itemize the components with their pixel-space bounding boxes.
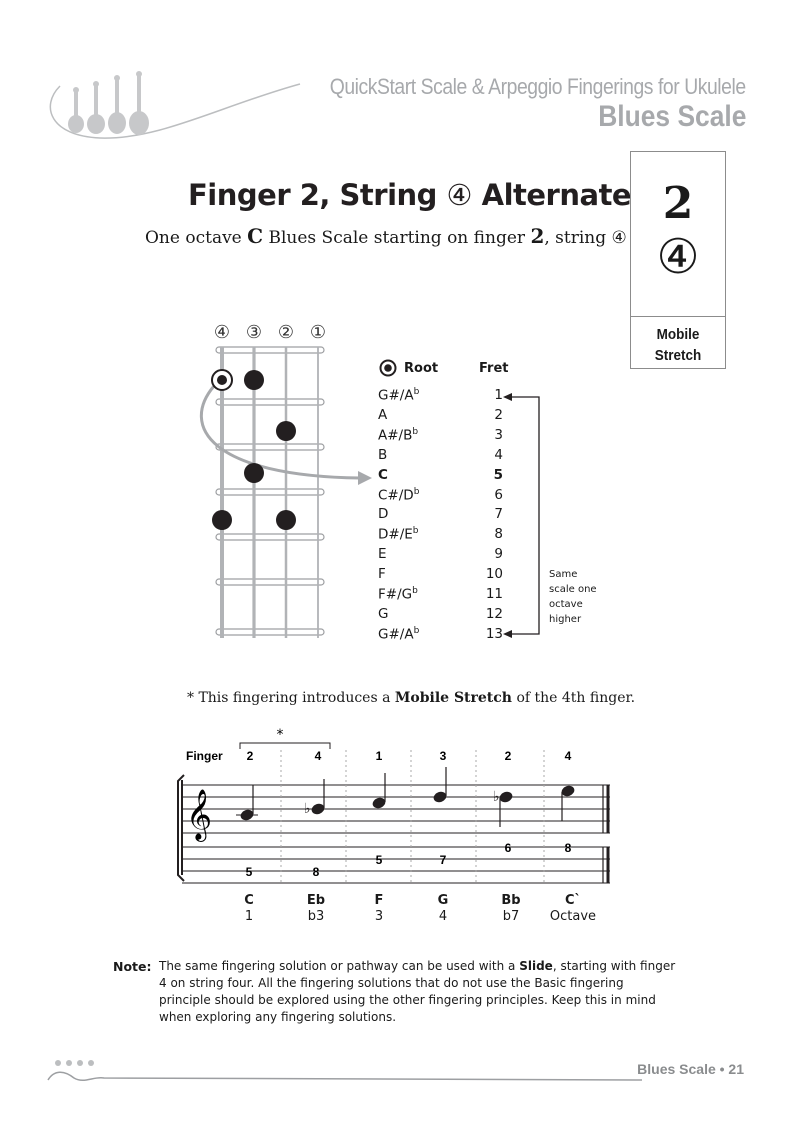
note-head bbox=[372, 797, 386, 810]
tab-fret: 6 bbox=[504, 841, 512, 855]
fret-line bbox=[216, 347, 324, 353]
flat-superscript: b bbox=[413, 486, 420, 497]
note-name: G bbox=[437, 893, 449, 908]
fret-cell: 10 bbox=[485, 566, 503, 583]
note-head bbox=[240, 809, 254, 822]
sidebox-label: Mobile Stretch bbox=[654, 326, 702, 364]
note-cell: $G\#/A^b$ bbox=[378, 625, 420, 643]
note-cell: $G\#/A^b$ bbox=[378, 387, 420, 404]
scale-degree: b3 bbox=[307, 909, 325, 924]
fret-line bbox=[216, 444, 324, 450]
table-row bbox=[378, 566, 503, 586]
tab-fret: 5 bbox=[375, 853, 383, 867]
sidebox-divider bbox=[631, 316, 725, 317]
root-column-header: Root bbox=[404, 361, 439, 376]
table-row bbox=[378, 407, 503, 427]
fret-line bbox=[216, 629, 324, 635]
footnote: * This fingering introduces a Mobile Stretch of the 4th finger. bbox=[187, 690, 636, 706]
note-name: C` bbox=[564, 893, 582, 908]
note-name: F bbox=[374, 893, 384, 908]
note-cell: $C\#/D^b$ bbox=[378, 486, 420, 503]
flat-superscript: b bbox=[412, 426, 419, 437]
tab-fret: 8 bbox=[564, 841, 572, 855]
note-head bbox=[311, 803, 325, 816]
table-row bbox=[378, 526, 503, 546]
string-label: ③ bbox=[245, 322, 263, 343]
table-row bbox=[378, 546, 503, 566]
note-cell: C bbox=[378, 466, 388, 483]
sidebox-finger: 2 bbox=[662, 178, 694, 229]
table-row bbox=[378, 506, 503, 526]
note-head bbox=[561, 785, 575, 798]
flat-sign: ♭ bbox=[304, 801, 311, 817]
table-row bbox=[378, 626, 503, 646]
note-cell: A bbox=[378, 406, 388, 423]
table-row bbox=[378, 467, 503, 487]
same-scale-note: Same scale one octave higher bbox=[549, 569, 597, 625]
fret-cell: 2 bbox=[494, 406, 503, 423]
fret-line bbox=[216, 579, 324, 585]
note-cell: $A\#/B^b$ bbox=[378, 426, 419, 444]
note-cell: G bbox=[378, 605, 389, 622]
table-row bbox=[378, 447, 503, 467]
note-label: Note: bbox=[113, 959, 152, 974]
tab-fret: 5 bbox=[245, 865, 253, 879]
root-marker-icon bbox=[379, 359, 397, 377]
finger-dot bbox=[276, 510, 296, 530]
fret-cell: 9 bbox=[494, 546, 503, 563]
page-title: Finger 2, String ④ Alternate bbox=[188, 178, 632, 212]
finger-label: Finger bbox=[186, 749, 223, 763]
flat-superscript: b bbox=[412, 586, 418, 596]
note-name: Eb bbox=[306, 893, 326, 908]
root-arrow-head bbox=[358, 471, 372, 485]
fretboard-diagram bbox=[190, 316, 380, 646]
scale-degree: 1 bbox=[244, 909, 254, 924]
scale-degree: b7 bbox=[502, 909, 520, 924]
finger-number: 4 bbox=[564, 749, 572, 763]
fret-cell: 3 bbox=[494, 426, 503, 443]
finger-dot bbox=[276, 421, 296, 441]
page-footer: Blues Scale • 21 bbox=[637, 1061, 744, 1077]
string-label: ② bbox=[277, 322, 295, 343]
table-row bbox=[378, 427, 503, 447]
note-cell: $F\#/G^b$ bbox=[378, 586, 418, 603]
finger-dot bbox=[244, 370, 264, 390]
finger-number: 4 bbox=[314, 749, 322, 763]
note-cell: D bbox=[378, 506, 389, 523]
note-name: Bb bbox=[501, 893, 521, 908]
table-row bbox=[378, 606, 503, 626]
fret-column-header: Fret bbox=[479, 361, 509, 376]
flat-superscript: b bbox=[413, 625, 420, 636]
fret-cell: 8 bbox=[494, 526, 503, 543]
fret-line bbox=[216, 534, 324, 540]
table-row bbox=[378, 586, 503, 606]
finger-number: 2 bbox=[246, 749, 254, 763]
fret-cell: 11 bbox=[485, 586, 503, 602]
scale-degree: 4 bbox=[438, 909, 448, 924]
footer-decoration-icon bbox=[44, 1058, 644, 1088]
sidebox-string: ④ bbox=[656, 229, 700, 285]
fret-cell: 7 bbox=[494, 506, 503, 523]
string-label: ④ bbox=[213, 322, 231, 343]
scale-degree: Octave bbox=[549, 909, 597, 924]
fret-cell: 13 bbox=[485, 625, 503, 642]
finger-number: 2 bbox=[504, 749, 512, 763]
note-cell: $D\#/E^b$ bbox=[378, 526, 419, 543]
finger-number: 1 bbox=[375, 749, 383, 763]
finger-number: 3 bbox=[439, 749, 447, 763]
string-label: ① bbox=[309, 322, 327, 343]
page-subtitle: One octave C Blues Scale starting on finger 2, string ④ bbox=[145, 224, 627, 248]
treble-clef-icon: 𝄞 bbox=[186, 789, 213, 840]
fret-line bbox=[216, 399, 324, 405]
flat-superscript: b bbox=[413, 387, 420, 397]
staff-notation bbox=[170, 725, 620, 885]
note-head bbox=[433, 791, 447, 804]
note-cell: B bbox=[378, 446, 388, 463]
tab-fret: 8 bbox=[312, 865, 320, 879]
header-title: Blues Scale bbox=[597, 100, 746, 133]
fret-cell: 12 bbox=[485, 605, 503, 622]
finger-dot bbox=[212, 510, 232, 530]
tab-fret: 7 bbox=[439, 853, 447, 867]
table-row bbox=[378, 487, 503, 507]
fret-line bbox=[216, 489, 324, 495]
table-row bbox=[378, 387, 503, 407]
finger-dot bbox=[244, 463, 264, 483]
fret-cell: 1 bbox=[494, 387, 503, 403]
note-text: The same fingering solution or pathway can be used with a Slide, starting with finger 4 on string four. All the fingering solutions that do not use the Basic fingering principle should be explored using the other fingering principles. Keep this in mind when exploring any fingering solutions. bbox=[159, 959, 676, 1024]
scale-degree: 3 bbox=[374, 909, 384, 924]
flat-sign: ♭ bbox=[493, 789, 500, 805]
note-name: C bbox=[244, 893, 254, 908]
ukulele-logo-icon bbox=[40, 66, 340, 150]
stretch-asterisk: * bbox=[276, 727, 284, 743]
fret-cell: 6 bbox=[494, 486, 503, 503]
note-head bbox=[499, 791, 513, 804]
fingering-sidebox bbox=[630, 151, 726, 369]
header-subtitle: QuickStart Scale & Arpeggio Fingerings for Ukulele bbox=[330, 74, 746, 99]
flat-superscript: b bbox=[412, 526, 419, 537]
note-cell: E bbox=[378, 546, 387, 563]
octave-bracket bbox=[500, 388, 550, 638]
fret-cell: 4 bbox=[494, 446, 503, 463]
note-cell: F bbox=[378, 566, 386, 583]
fret-cell: 5 bbox=[493, 466, 503, 483]
